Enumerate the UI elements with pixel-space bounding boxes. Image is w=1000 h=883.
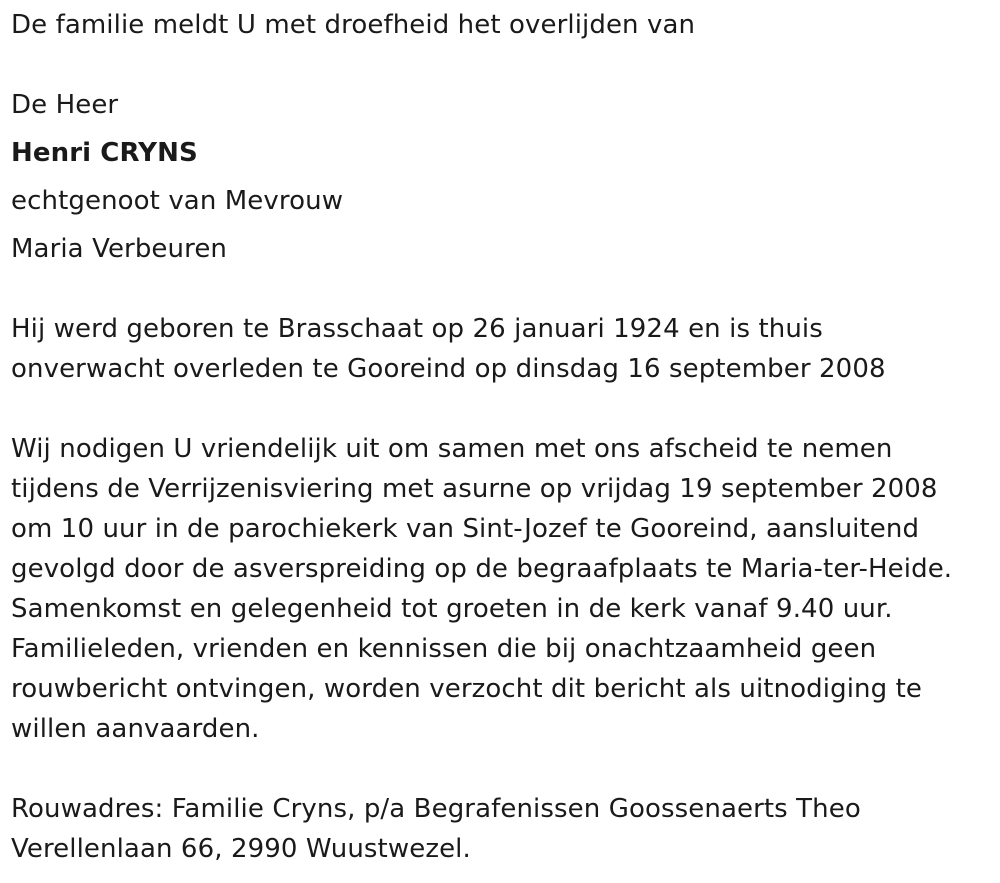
birth-death-line: onverwacht overleden te Gooreind op dinsdag 16 september 2008 <box>11 354 886 384</box>
invitation-line: tijdens de Verrijzenisviering met asurne op vrijdag 19 september 2008 <box>11 474 938 504</box>
invitation-line: Familieleden, vrienden en kennissen die bij onachtzaamheid geen <box>11 634 877 664</box>
invitation-line: rouwbericht ontvingen, worden verzocht dit bericht als uitnodiging te <box>11 674 922 704</box>
deceased-name: Henri CRYNS <box>11 138 198 168</box>
salutation: De Heer <box>11 90 119 120</box>
invitation-line: om 10 uur in de parochiekerk van Sint-Jozef te Gooreind, aansluitend <box>11 514 920 544</box>
address-line: Verellenlaan 66, 2990 Wuustwezel. <box>11 834 471 864</box>
spouse-label: echtgenoot van Mevrouw <box>11 186 344 216</box>
birth-death-line: Hij werd geboren te Brasschaat op 26 januari 1924 en is thuis <box>11 314 823 344</box>
intro-text: De familie meldt U met droefheid het overlijden van <box>11 10 696 40</box>
address-line: Rouwadres: Familie Cryns, p/a Begrafenissen Goossenaerts Theo <box>11 794 861 824</box>
invitation-line: Samenkomst en gelegenheid tot groeten in de kerk vanaf 9.40 uur. <box>11 594 893 624</box>
invitation-line: gevolgd door de asverspreiding op de begraafplaats te Maria-ter-Heide. <box>11 554 953 584</box>
invitation-line: willen aanvaarden. <box>11 714 260 744</box>
spouse-name: Maria Verbeuren <box>11 234 227 264</box>
invitation-line: Wij nodigen U vriendelijk uit om samen met ons afscheid te nemen <box>11 434 893 464</box>
